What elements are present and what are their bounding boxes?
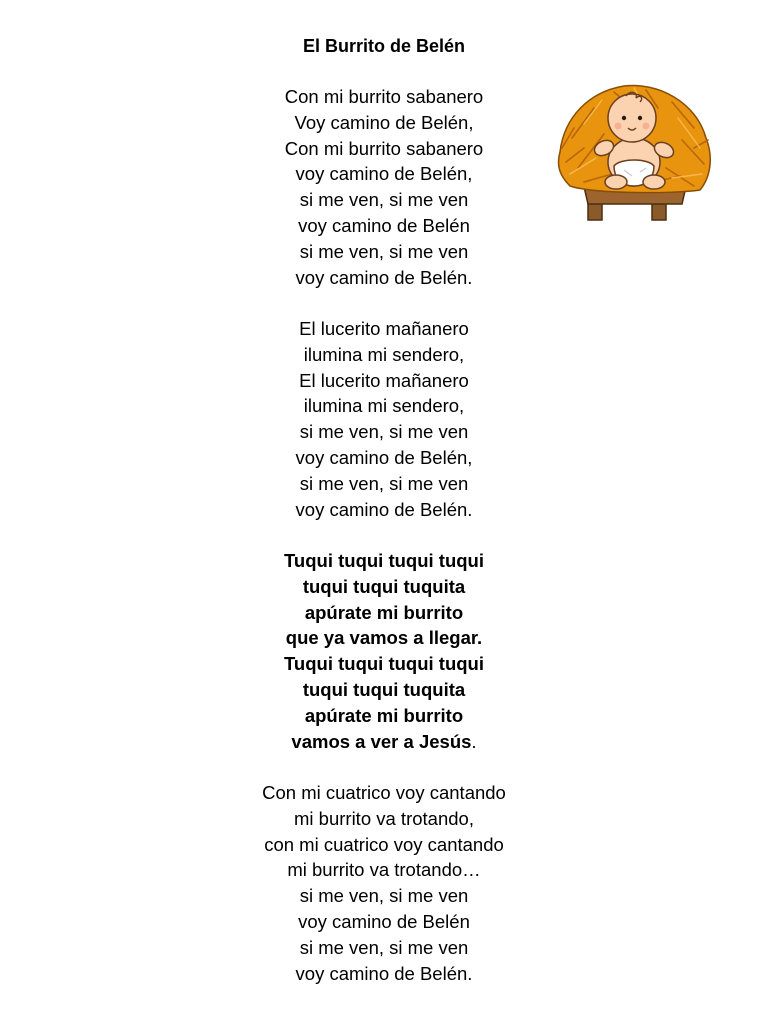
lyric-line: si me ven, si me ven [299, 189, 469, 211]
lyric-line: voy camino de Belén [298, 910, 470, 932]
lyric-line: voy camino de Belén. [295, 498, 473, 520]
stanza-2 [0, 316, 768, 522]
chorus-line: apúrate mi burrito [304, 601, 464, 623]
lyric-line: si me ven, si me ven [299, 240, 469, 262]
lyric-line: mi burrito va trotando, [294, 807, 474, 829]
lyric-line: El lucerito mañanero [299, 318, 469, 339]
lyric-line: si me ven, si me ven [299, 885, 469, 907]
lyric-line: Con mi burrito sabanero [284, 86, 484, 107]
chorus-line: Tuqui tuqui tuqui tuqui [284, 653, 484, 675]
lyric-line: ilumina mi sendero, [303, 395, 465, 417]
lyric-line: voy camino de Belén, [295, 446, 473, 468]
lyric-line: El lucerito mañanero [299, 369, 469, 391]
lyric-line: Voy camino de Belén, [294, 111, 474, 133]
lyric-line: si me ven, si me ven [299, 421, 469, 443]
lyric-line: Con mi burrito sabanero [284, 137, 484, 159]
lyric-line: mi burrito va trotando… [287, 859, 481, 881]
lyric-line: voy camino de Belén. [295, 962, 473, 984]
lyric-line: si me ven, si me ven [299, 472, 469, 494]
chorus-line-text: vamos a ver a Jesús [291, 730, 472, 752]
lyric-line: si me ven, si me ven [299, 936, 469, 958]
chorus-line-last [0, 729, 768, 755]
lyric-line: voy camino de Belén, [295, 163, 473, 185]
song-title: El Burrito de Belén [302, 36, 466, 56]
lyric-line: voy camino de Belén. [295, 266, 473, 288]
lyric-line: con mi cuatrico voy cantando [264, 833, 504, 855]
chorus-line: tuqui tuqui tuquita [302, 575, 466, 597]
stanza-4 [0, 780, 768, 986]
chorus-line-period: . [471, 730, 477, 752]
lyric-line: voy camino de Belén [298, 214, 470, 236]
chorus-line: que ya vamos a llegar. [285, 627, 483, 649]
chorus-line: tuqui tuqui tuquita [302, 678, 466, 700]
chorus-stanza [0, 548, 768, 754]
chorus-line: Tuqui tuqui tuqui tuqui [284, 550, 484, 571]
lyric-line: Con mi cuatrico voy cantando [262, 782, 506, 803]
baby-in-manger-icon [554, 78, 716, 224]
chorus-line: apúrate mi burrito [304, 704, 464, 726]
lyric-line: ilumina mi sendero, [303, 343, 465, 365]
